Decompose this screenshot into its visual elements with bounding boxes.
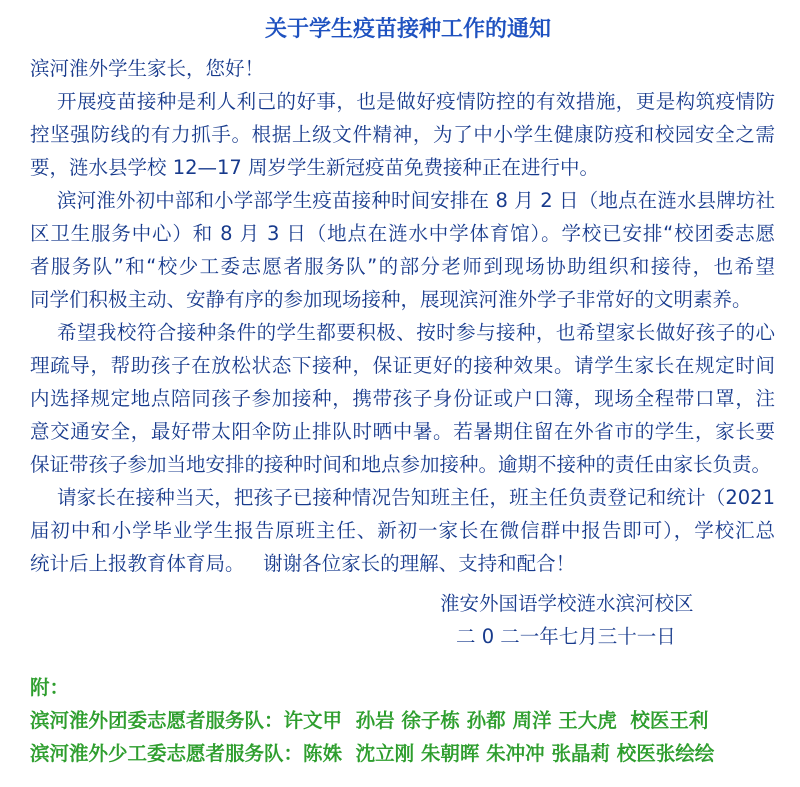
appendix-team-name: 滨河淮外团委志愿者服务队： — [30, 709, 284, 732]
paragraph-line: 届初中和小学毕业学生报告原班主任、新初一家长在微信群中报告即可），学校汇总 — [30, 519, 775, 542]
appendix-team-members: 陈姝 沈立刚 朱朝晖 朱冲冲 张晶莉 校医张绘绘 — [303, 742, 715, 765]
paragraph-line: 请家长在接种当天，把孩子已接种情况告知班主任，班主任负责登记和统计（2021 — [57, 486, 775, 509]
signature-organization: 淮安外国语学校涟水滨河校区 — [440, 592, 694, 615]
appendix — [30, 671, 714, 770]
paragraph-line: 内选择规定地点陪同孩子参加接种，携带孩子身份证或户口簿，现场全程带口罩，注 — [30, 387, 775, 410]
appendix-team-members: 许文甲 孙岩 徐子栋 孙都 周洋 王大虎 校医王利 — [283, 709, 709, 732]
page-title: 关于学生疫苗接种工作的通知 — [264, 17, 551, 42]
signature-block — [440, 587, 694, 653]
paragraph-line: 者服务队”和“校少工委志愿者服务队”的部分老师到现场协助组织和接待，也希望 — [30, 255, 775, 278]
paragraph-line: 控坚强防线的有力抓手。根据上级文件精神，为了中小学生健康防疫和校园安全之需 — [30, 123, 775, 146]
paragraph-line: 希望我校符合接种条件的学生都要积极、按时参与接种，也希望家长做好孩子的心 — [57, 321, 775, 344]
notice-body — [30, 52, 775, 580]
appendix-heading: 附： — [30, 676, 70, 699]
signature-date: 二 0 二一年七月三十一日 — [456, 625, 676, 648]
paragraph-line: 理疏导，帮助孩子在放松状态下接种，保证更好的接种效果。请学生家长在规定时间 — [30, 354, 775, 377]
appendix-team-line — [30, 704, 714, 737]
paragraph-line: 同学们积极主动、安静有序的参加现场接种，展现滨河淮外学子非常好的文明素养。 — [30, 288, 752, 311]
appendix-team-line — [30, 737, 714, 770]
paragraph-line: 要，涟水县学校 12—17 周岁学生新冠疫苗免费接种正在进行中。 — [30, 156, 600, 179]
paragraph-2 — [30, 184, 775, 316]
paragraph-3 — [30, 316, 775, 481]
paragraph-line: 意交通安全，最好带太阳伞防止排队时晒中暑。若暑期住留在外省市的学生，家长要 — [30, 420, 775, 443]
paragraph-line: 区卫生服务中心）和 8 月 3 日（地点在涟水中学体育馆）。学校已安排“校团委志愿 — [30, 222, 775, 245]
paragraph-4 — [30, 481, 775, 580]
paragraph-line: 统计后上报教育体育局。 谢谢各位家长的理解、支持和配合！ — [30, 552, 576, 575]
paragraph-line: 开展疫苗接种是利人利己的好事，也是做好疫情防控的有效措施，更是构筑疫情防 — [57, 90, 775, 113]
appendix-team-name: 滨河淮外少工委志愿者服务队： — [30, 742, 304, 765]
paragraph-line: 保证带孩子参加当地安排的接种时间和地点参加接种。逾期不接种的责任由家长负责。 — [30, 453, 772, 476]
paragraph-1 — [30, 85, 775, 184]
greeting: 滨河淮外学生家长，您好！ — [30, 57, 265, 80]
paragraph-line: 滨河淮外初中部和小学部学生疫苗接种时间安排在 8 月 2 日（地点在涟水县牌坊社 — [57, 189, 775, 212]
